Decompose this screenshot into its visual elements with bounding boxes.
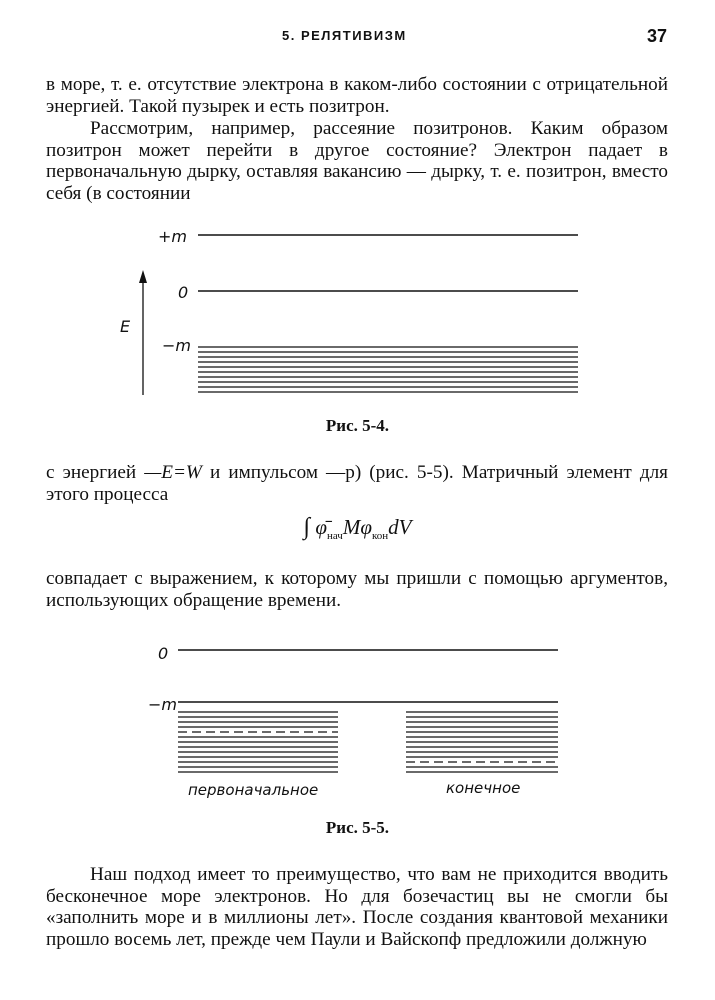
running-title: 5. РЕЛЯТИВИЗМ bbox=[282, 28, 407, 43]
label-zero: 0 bbox=[158, 644, 169, 663]
label-final: конечное bbox=[446, 779, 521, 797]
phi-final: φ bbox=[360, 515, 372, 539]
p3-before: с энергией bbox=[46, 462, 145, 483]
label-plus-m: +m bbox=[158, 227, 187, 246]
label-zero: 0 bbox=[178, 283, 189, 302]
p3-math: —E=W bbox=[144, 462, 202, 483]
label-minus-m: −m bbox=[148, 695, 177, 714]
paragraph-5: Наш подход имеет то преимущество, что вам не приходится вводить бесконечное море электронов. Но для бозечастиц вы не смогли бы «заполнить море и в миллионы лет». После создания квантовой механики прошло восемь лет, прежде чем Паули и Вайскопф предложили должную bbox=[46, 864, 668, 950]
energy-arrow-head bbox=[139, 270, 147, 283]
label-minus-m: −m bbox=[162, 336, 191, 355]
figure-5-5-caption: Рис. 5-5. bbox=[325, 818, 390, 837]
filled-sea bbox=[198, 347, 578, 392]
figure-5-5 bbox=[0, 640, 715, 805]
figure-5-4-caption: Рис. 5-4. bbox=[325, 416, 390, 435]
paragraph-2: Рассмотрим, например, рассеяние позитронов. Каким образом позитрон может перейти в другое состояние? Электрон падает в первоначальную дырку, оставляя вакансию — дырку, т. е. позитрон, вместо себя (в состоянии bbox=[46, 118, 668, 204]
operator-m: M bbox=[342, 515, 361, 539]
figure-5-4 bbox=[0, 220, 715, 410]
matrix-element-formula bbox=[0, 514, 715, 542]
label-initial: первоначальное bbox=[188, 781, 319, 799]
sub-final: кон bbox=[371, 530, 389, 543]
page-number: 37 bbox=[646, 26, 667, 46]
integral-sign: ∫ bbox=[303, 514, 311, 540]
paragraph-4: совпадает с выражением, к которому мы пришли с помощью аргументов, использующих обращение времени. bbox=[46, 568, 668, 611]
paragraph-3 bbox=[46, 462, 668, 505]
sub-initial: нач bbox=[326, 530, 343, 543]
sea-initial bbox=[178, 712, 338, 772]
label-energy: E bbox=[120, 317, 131, 336]
p3-after: и импульсом —p) (рис. 5-5). Матричный элемент для этого процесса bbox=[46, 462, 668, 505]
phi-initial: φ̄ bbox=[315, 515, 327, 539]
sea-final bbox=[406, 712, 558, 772]
paragraph-1: в море, т. е. отсутствие электрона в каком-либо состоянии с отрицательной энергией. Такой пузырек и есть позитрон. bbox=[46, 74, 668, 117]
page-header bbox=[0, 28, 715, 52]
differential: dV bbox=[388, 515, 412, 539]
